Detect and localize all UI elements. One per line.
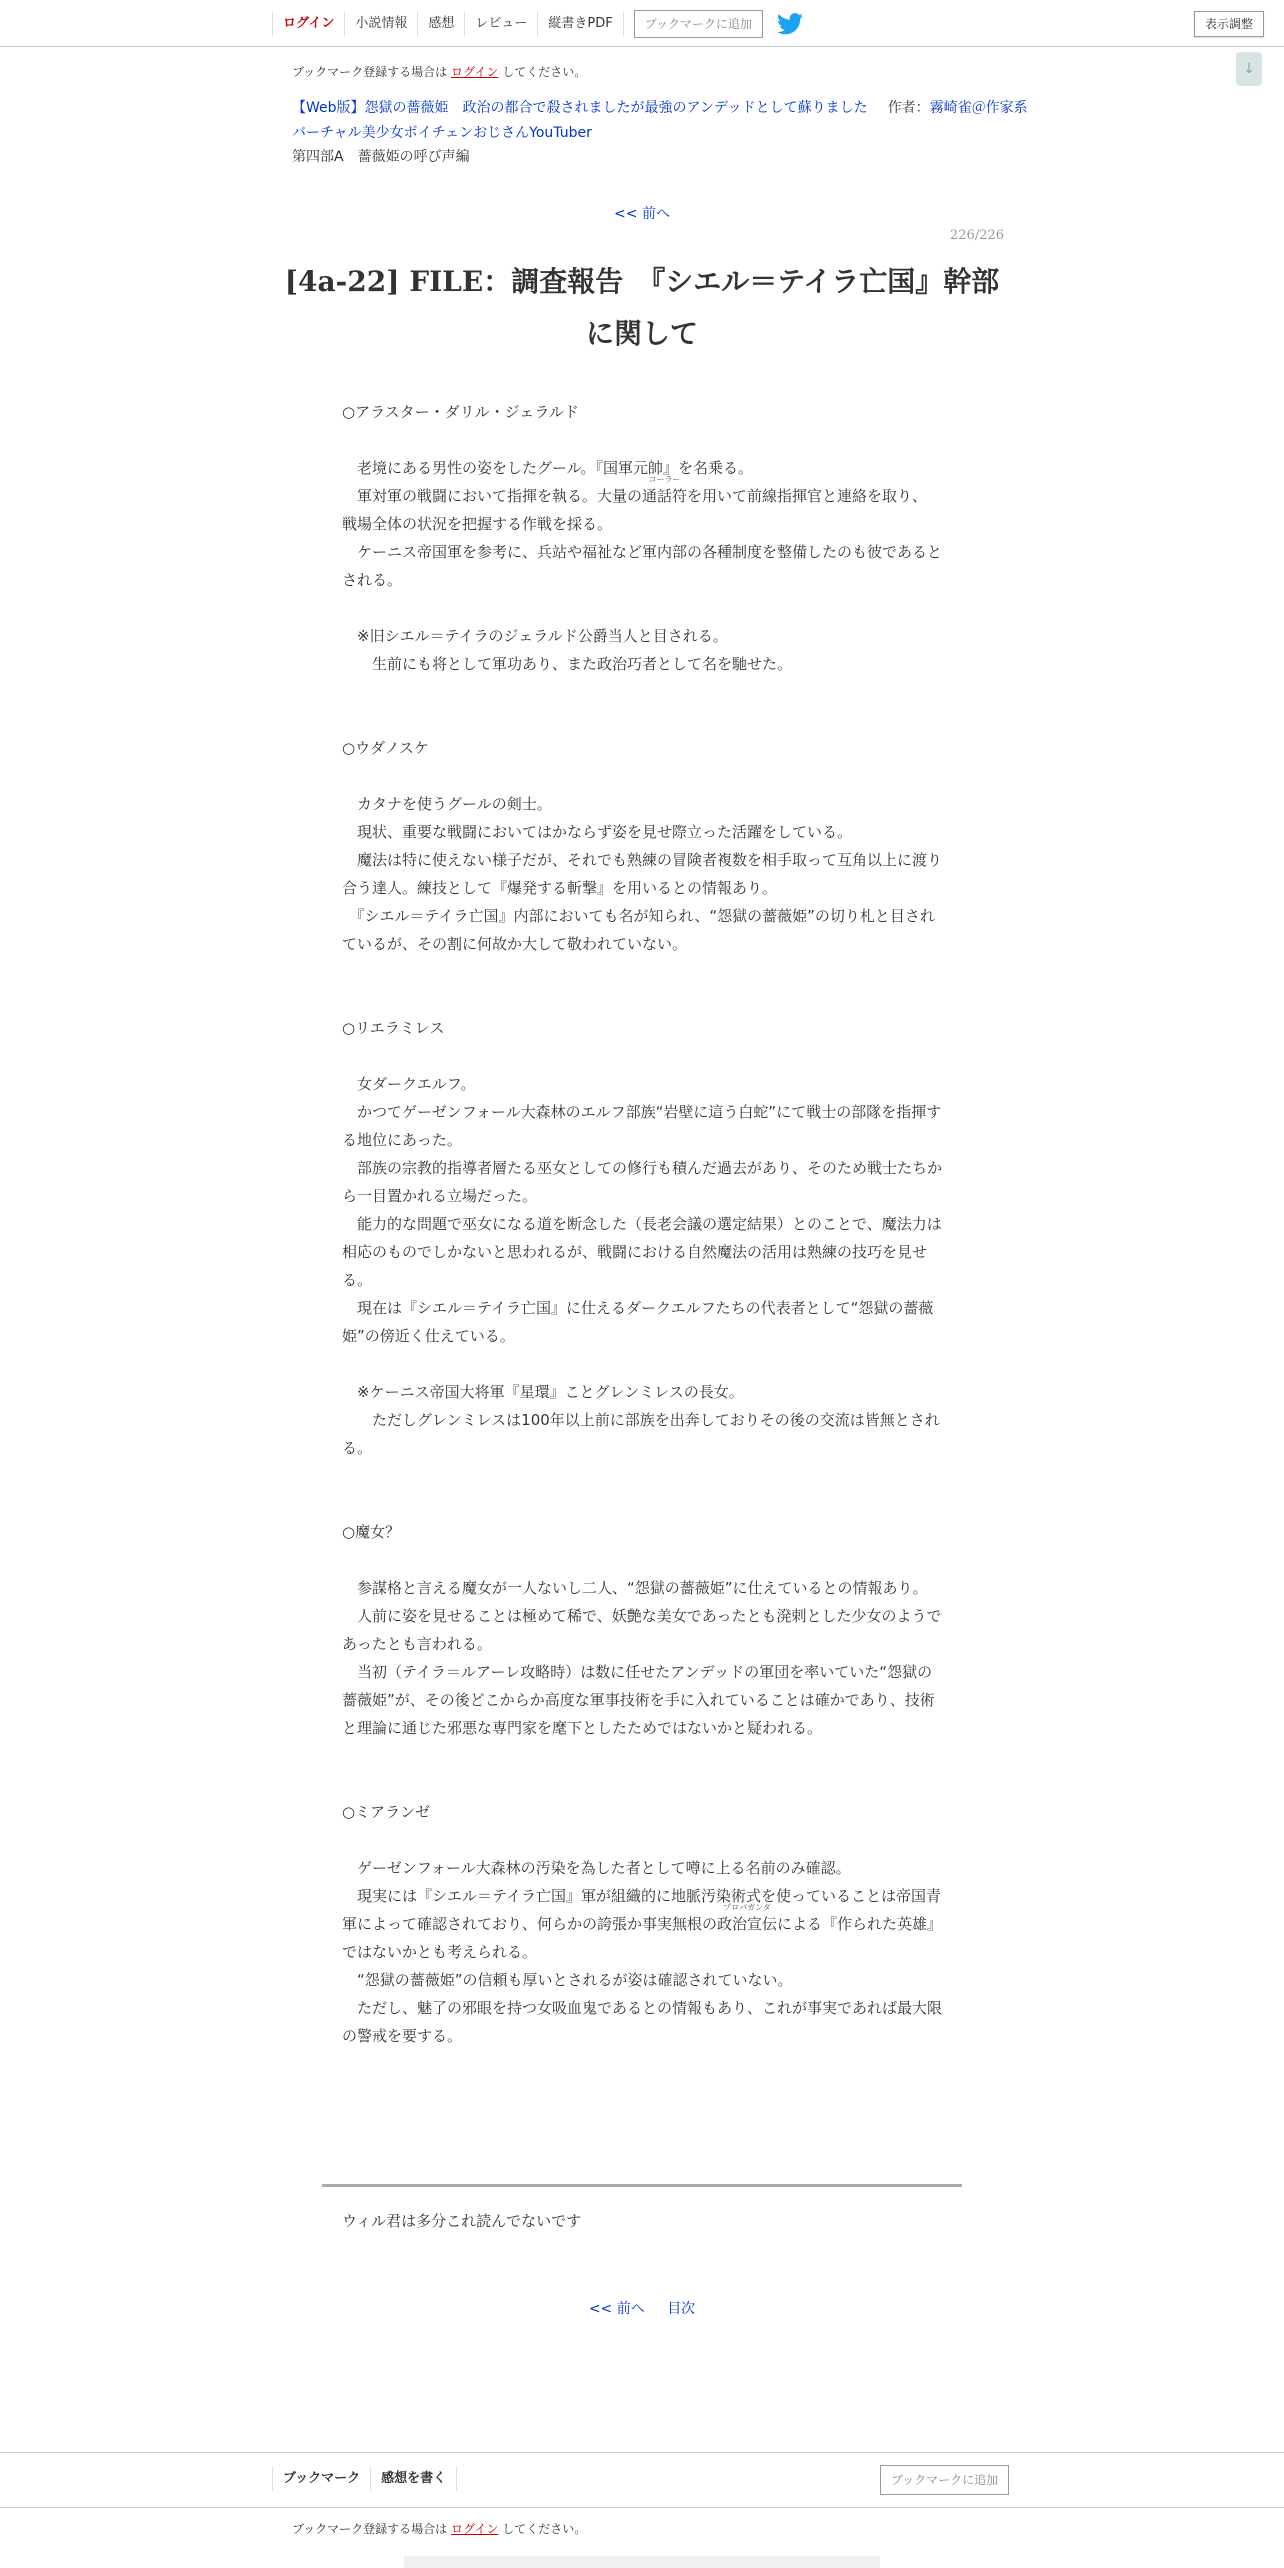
top-bar [0,0,1284,47]
afterword-divider [322,2184,962,2187]
body-line [342,678,942,706]
login-notice: ブックマーク登録する場合は ログイン してください。 [292,65,587,79]
nav-login[interactable]: ログイン [272,12,344,36]
body-line: 現在は『シエル＝テイラ亡国』に仕えるダークエルフたちの代表者として“怨獄の薔薇姫”の傍近く仕えている。 [342,1299,934,1345]
footer-nav [272,2467,457,2491]
bottom-panel [404,2556,880,2568]
body-line: ケーニス帝国軍を参考に、兵站や福祉など軍内部の各種制度を整備したのも彼であるとされる。 [342,543,943,589]
index-link[interactable]: 目次 [667,2301,696,2317]
novel-title-link[interactable]: 【Web版】怨獄の薔薇姫 政治の都合で殺されましたが最強のアンデッドとして蘇りました [292,100,868,116]
author-link[interactable]: 霧崎雀＠作家系バーチャル美少女ボイチェンおじさんYouTuber [292,100,1028,141]
body-line: ※旧シエル＝テイラのジェラルド公爵当人と目される。 [342,627,728,645]
body-line [342,1546,942,1574]
footer-login-notice: ブックマーク登録する場合は ログイン してください。 [292,2522,587,2536]
body-line: 現実には『シエル＝テイラ亡国』軍が組織的に地脈汚染術式を使っていることは帝国青軍によって確認されており、何らかの誇張か事実無根の政治宣伝 プロパガンダ による『作られた英雄』ではないかとも考えられる。 [342,1887,941,1961]
body-line: ただしグレンミレスは100年以上前に部族を出奔しておりその後の交流は皆無とされる。 [342,1411,940,1457]
ruby-reading: コーラー [648,475,681,484]
body-line [342,594,942,622]
prev-page-link-bottom[interactable]: << 前へ [588,2301,645,2317]
body-line [342,1826,942,1854]
ruby-text: 通話符 コーラー [642,475,688,505]
body-line: ○リエラミレス [342,1019,445,1037]
body-line: 生前にも将として軍功あり、また政治巧者として名を馳せた。 [342,655,793,673]
author-label: 作者： [887,100,930,116]
body-line [342,1490,942,1518]
footer-bookmark[interactable]: ブックマーク [272,2467,370,2491]
body-line [342,426,942,454]
body-line: ○ミアランゼ [342,1803,431,1821]
pager-top [0,203,1284,223]
body-line [342,1742,942,1770]
body-line [342,706,942,734]
episode-title: [4a-22] FILE：調査報告 『シエル＝テイラ亡国』幹部に関して [284,265,1000,350]
afterword: ウィル君は多分これ読んでないです [342,2212,582,2230]
body-line: ただし、魅了の邪眼を持つ女吸血鬼であるとの情報もあり、これが事実であれば最大限の警戒を要する。 [342,1999,943,2045]
body-line: ゲーゼンフォール大森林の汚染を為した者として噂に上る名前のみ確認。 [342,1859,851,1877]
body-line: カタナを使うグールの剣士。 [342,795,552,813]
body-line [342,1042,942,1070]
body-line: 現状、重要な戦闘においてはかならず姿を見せ際立った活躍をしている。 [342,823,853,841]
twitter-bird-icon[interactable] [777,13,803,35]
body-line: 部族の宗教的指導者層たる巫女としての修行も積んだ過去があり、そのため戦士たちから一目置かれる立場だった。 [342,1159,943,1205]
add-bookmark-button[interactable]: ブックマークに追加 [634,10,763,38]
novel-body [342,398,942,2050]
ruby-text: 政治宣伝 プロパガンダ [717,1903,778,1933]
footer-notice-login-link[interactable]: ログイン [451,2522,499,2536]
nav-novel-info[interactable]: 小説情報 [344,12,417,36]
body-line: ○アラスター・ダリル・ジェラルド [342,403,579,421]
body-line: 参謀格と言える魔女が一人ないし二人、“怨獄の薔薇姫”に仕えているとの情報あり。 [342,1579,928,1597]
footer-add-bookmark-button[interactable]: ブックマークに追加 [880,2465,1009,2495]
novel-header [292,96,1032,146]
body-line: 老境にある男性の姿をしたグール。『国軍元帥』を名乗る。 [342,459,754,477]
body-line [342,986,942,1014]
body-line: 女ダークエルフ。 [342,1075,476,1093]
footer-write-impression[interactable]: 感想を書く [370,2467,457,2491]
body-line [342,958,942,986]
body-line: かつてゲーゼンフォール大森林のエルフ部族“岩壁に這う白蛇”にて戦士の部隊を指揮する地位にあった。 [342,1103,942,1149]
body-line: 当初（テイラ＝ルアーレ攻略時）は数に任せたアンデッドの軍団を率いていた“怨獄の薔薇姫”が、その後どこからか高度な軍事技術を手に入れていることは確かであり、技術と理論に通じた邪悪な専門家を麾下としたためではないかと疑われる。 [342,1663,935,1737]
body-line [342,762,942,790]
body-line [342,1462,942,1490]
pager-bottom [0,2298,1284,2318]
prev-page-link-top[interactable]: << 前へ [614,206,670,222]
display-settings-button[interactable]: 表示調整 [1194,11,1264,37]
nav-review[interactable]: レビュー [464,12,537,36]
body-line: 人前に姿を見せることは極めて稀で、妖艶な美女であったとも溌剌とした少女のようであったとも言われる。 [342,1607,942,1653]
notice-login-link[interactable]: ログイン [451,65,499,79]
body-line [342,1770,942,1798]
top-nav [272,10,803,38]
body-line: ※ケーニス帝国大将軍『星環』ことグレンミレスの長女。 [342,1383,744,1401]
body-line: 能力的な問題で巫女になる道を断念した（長老会議の選定結果）とのことで、魔法力は相応のものでしかないと思われるが、戦闘における自然魔法の活用は熟練の技巧を見せる。 [342,1215,942,1289]
page-number: 226/226 [950,228,1005,243]
nav-impressions[interactable]: 感想 [417,12,464,36]
body-line: ○ウダノスケ [342,739,429,757]
body-line: 『シエル＝テイラ亡国』内部においても名が知られ、“怨獄の薔薇姫”の切り札と目されているが、その割に何故か大して敬われていない。 [342,907,935,953]
body-line: 軍対軍の戦闘において指揮を執る。大量の通話符 コーラー を用いて前線指揮官と連絡を取り、戦場全体の状況を把握する作戦を採る。 [342,475,928,533]
scroll-down-button[interactable]: ↓ [1236,52,1262,86]
nav-vertical-pdf[interactable]: 縦書きPDF [537,12,623,36]
body-line: 魔法は特に使えない様子だが、それでも熟練の冒険者複数を相手取って互角以上に渡り合う達人。練技として『爆発する斬撃』を用いるとの情報あり。 [342,851,943,897]
footer-bar [0,2452,1284,2508]
ruby-reading: プロパガンダ [723,1903,771,1912]
body-line [342,1350,942,1378]
chapter-title: 第四部A 薔薇姫の呼び声編 [292,149,470,165]
body-line: ○魔女？ [342,1523,401,1541]
body-line: “怨獄の薔薇姫”の信頼も厚いとされるが姿は確認されていない。 [342,1971,793,1989]
